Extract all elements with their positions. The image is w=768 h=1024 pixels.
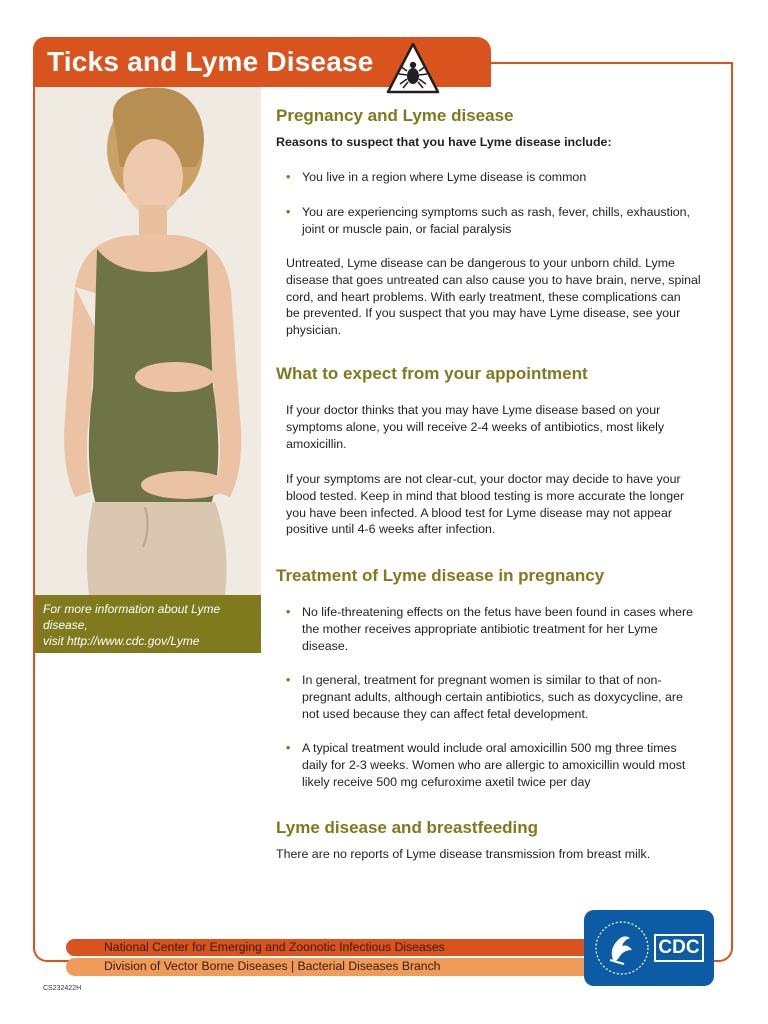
treatment-bullet [286, 672, 711, 722]
bullet-line: A typical treatment would include oral amoxicillin 500 mg three times [302, 741, 677, 755]
footer-center-name: National Center for Emerging and Zoonotic Infectious Diseases [104, 940, 445, 954]
bullet-dot-icon: • [286, 205, 291, 219]
bullet-line: disease. [302, 638, 349, 653]
cdc-logo [584, 910, 714, 986]
heading-breastfeeding: Lyme disease and breastfeeding [276, 818, 539, 837]
bullet-dot-icon: • [286, 170, 291, 184]
pregnancy-paragraph [286, 255, 701, 339]
treatment-bullet [286, 740, 711, 790]
page-title: Ticks and Lyme Disease [47, 46, 374, 77]
more-info-line-1: For more information about Lyme disease, [43, 602, 221, 632]
page-frame-top [490, 62, 733, 64]
bullet-line: the mother receives appropriate antibiotic treatment for her Lyme [302, 621, 658, 636]
paragraph-line: If your doctor thinks that you may have Lyme disease based on your [286, 403, 661, 417]
tick-warning-icon [385, 40, 441, 96]
bullet-dot-icon: • [286, 673, 291, 687]
footer-division-name: Division of Vector Borne Diseases | Bacterial Diseases Branch [104, 959, 441, 973]
more-info-link[interactable]: visit http://www.cdc.gov/Lyme [43, 634, 200, 648]
pregnancy-bullet [286, 204, 711, 238]
paragraph-line: be prevented. If you suspect that you may have Lyme disease, see your [286, 306, 681, 321]
paragraph-line: If your symptoms are not clear-cut, your doctor may decide to have your [286, 472, 681, 486]
bullet-line: joint or muscle pain, or facial paralysis [302, 221, 512, 236]
bullet-dot-icon: • [286, 741, 291, 755]
pregnancy-bullet [286, 169, 711, 186]
bullet-line: You are experiencing symptoms such as rash, fever, chills, exhaustion, [302, 205, 690, 219]
appointment-paragraph-1 [286, 402, 664, 452]
bullet-line: not used because they can affect fetal development. [302, 706, 589, 721]
pregnant-woman-photo [35, 87, 261, 595]
heading-appointment: What to expect from your appointment [276, 364, 588, 383]
paragraph-line: positive until 4-6 weeks after infection. [286, 522, 496, 537]
bullet-dot-icon: • [286, 605, 291, 619]
bullet-line: You live in a region where Lyme disease is common [302, 170, 587, 184]
bullet-line: likely receive 500 mg cefuroxime axetil twice per day [302, 774, 591, 789]
bullet-line: daily for 2-3 weeks. Women who are allergic to amoxicillin would most [302, 757, 686, 772]
cdc-logo-text: CDC [658, 937, 700, 958]
bullet-line: No life-threatening effects on the fetus have been found in cases where [302, 605, 694, 619]
bullet-line: pregnant adults, although certain antibiotics, such as doxycycline, are [302, 689, 683, 704]
paragraph-line: you have been infected. A blood test for Lyme disease may not appear [286, 505, 672, 520]
pregnant-woman-illustration [35, 87, 261, 595]
bullet-line: In general, treatment for pregnant women is similar to that of non- [302, 673, 662, 687]
paragraph-line: disease that goes untreated can also cause you to have brain, nerve, spinal [286, 272, 701, 287]
heading-treatment: Treatment of Lyme disease in pregnancy [276, 566, 605, 585]
paragraph-line: physician. [286, 323, 342, 338]
paragraph-line: blood tested. Keep in mind that blood testing is more accurate the longer [286, 488, 685, 503]
pregnancy-intro: Reasons to suspect that you have Lyme disease include: [276, 135, 612, 149]
document-code: CS232422H [43, 985, 82, 992]
heading-pregnancy: Pregnancy and Lyme disease [276, 106, 514, 125]
paragraph-line: symptoms alone, you will receive 2-4 weeks of antibiotics, most likely [286, 419, 665, 434]
more-info-box [35, 595, 261, 653]
paragraph-line: amoxicillin. [286, 436, 347, 451]
paragraph-line: cord, and heart problems. With early treatment, these complications can [286, 289, 681, 304]
breastfeeding-text: There are no reports of Lyme disease transmission from breast milk. [276, 847, 651, 861]
treatment-bullet [286, 604, 711, 654]
appointment-paragraph-2 [286, 471, 684, 538]
paragraph-line: Untreated, Lyme disease can be dangerous to your unborn child. Lyme [286, 256, 675, 270]
